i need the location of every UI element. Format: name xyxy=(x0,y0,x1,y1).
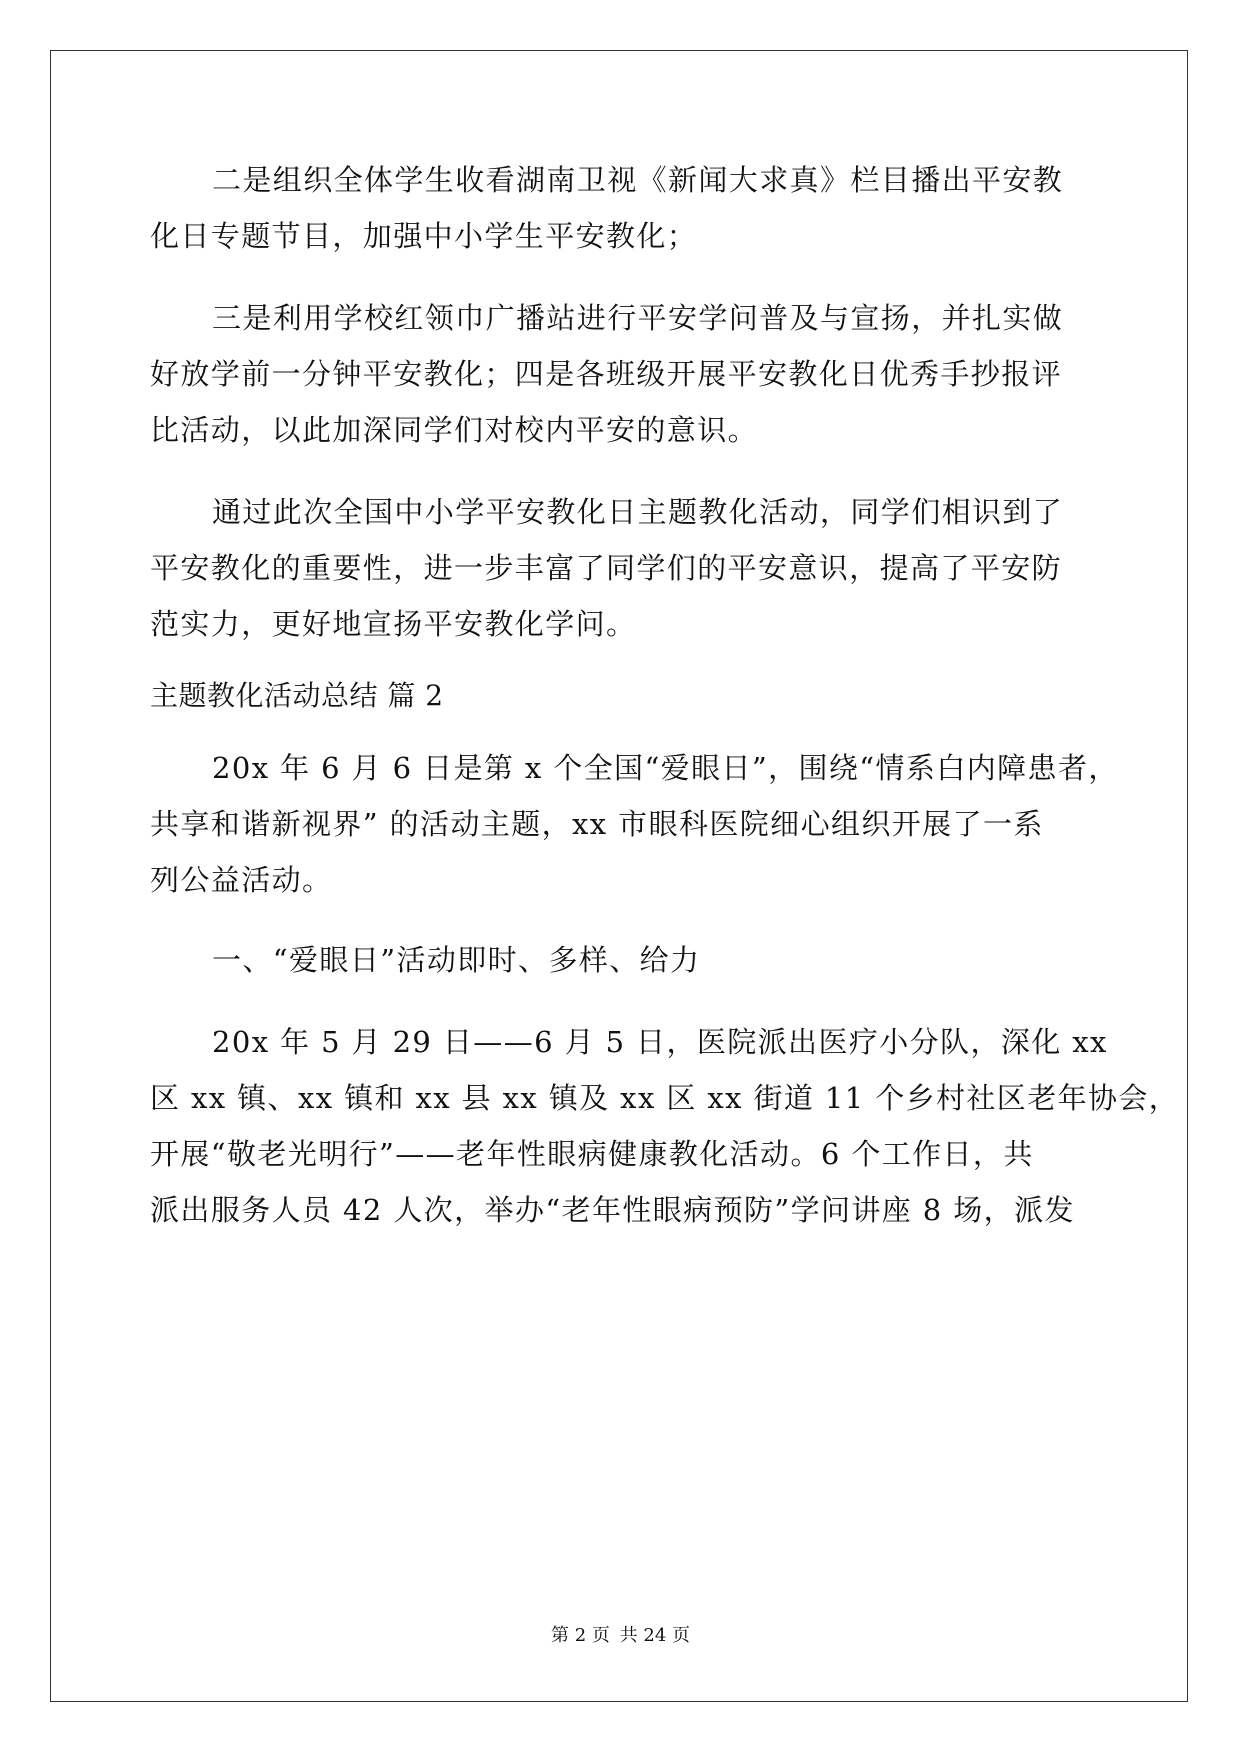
section-heading: 主题教化活动总结 篇 2 xyxy=(150,679,444,712)
paragraph-line: 三是利用学校红领巾广播站进行平安学问普及与宣扬，并扎实做 xyxy=(212,301,1064,335)
page-footer xyxy=(0,1624,1241,1648)
paragraph-line: 化日专题节目，加强中小学生平安教化； xyxy=(150,219,698,253)
page-total: 共 24 页 xyxy=(619,1625,690,1646)
paragraph-line: 20x 年 5 月 29 日——6 月 5 日，医院派出医疗小分队，深化 xx xyxy=(212,1025,1108,1059)
paragraph-line: 通过此次全国中小学平安教化日主题教化活动，同学们相识到了 xyxy=(212,495,1064,529)
paragraph-line: 20x 年 6 月 6 日是第 x 个全国“爱眼日”，围绕“情系白内障患者， xyxy=(212,751,1119,785)
paragraph-line: 共享和谐新视界” 的活动主题，xx 市眼科医院细心组织开展了一系 xyxy=(150,807,1044,841)
page-number: 第 2 页 xyxy=(551,1625,610,1646)
paragraph-line: 二是组织全体学生收看湖南卫视《新闻大求真》栏目播出平安教 xyxy=(212,163,1064,197)
paragraph-line: 列公益活动。 xyxy=(150,863,333,897)
paragraph-line: 范实力，更好地宣扬平安教化学问。 xyxy=(150,607,637,641)
subsection-heading: 一、“爱眼日”活动即时、多样、给力 xyxy=(212,943,701,977)
paragraph-line: 派出服务人员 42 人次，举办“老年性眼病预防”学问讲座 8 场，派发 xyxy=(150,1193,1075,1227)
paragraph-line: 区 xx 镇、xx 镇和 xx 县 xx 镇及 xx 区 xx 街道 11 个乡村社区老年协会， xyxy=(150,1081,1180,1115)
paragraph-line: 比活动，以此加深同学们对校内平安的意识。 xyxy=(150,413,759,447)
paragraph-line: 平安教化的重要性，进一步丰富了同学们的平安意识，提高了平安防 xyxy=(150,551,1063,585)
paragraph-line: 开展“敬老光明行”——老年性眼病健康教化活动。6 个工作日，共 xyxy=(150,1137,1034,1171)
paragraph-line: 好放学前一分钟平安教化；四是各班级开展平安教化日优秀手抄报评 xyxy=(150,357,1063,391)
